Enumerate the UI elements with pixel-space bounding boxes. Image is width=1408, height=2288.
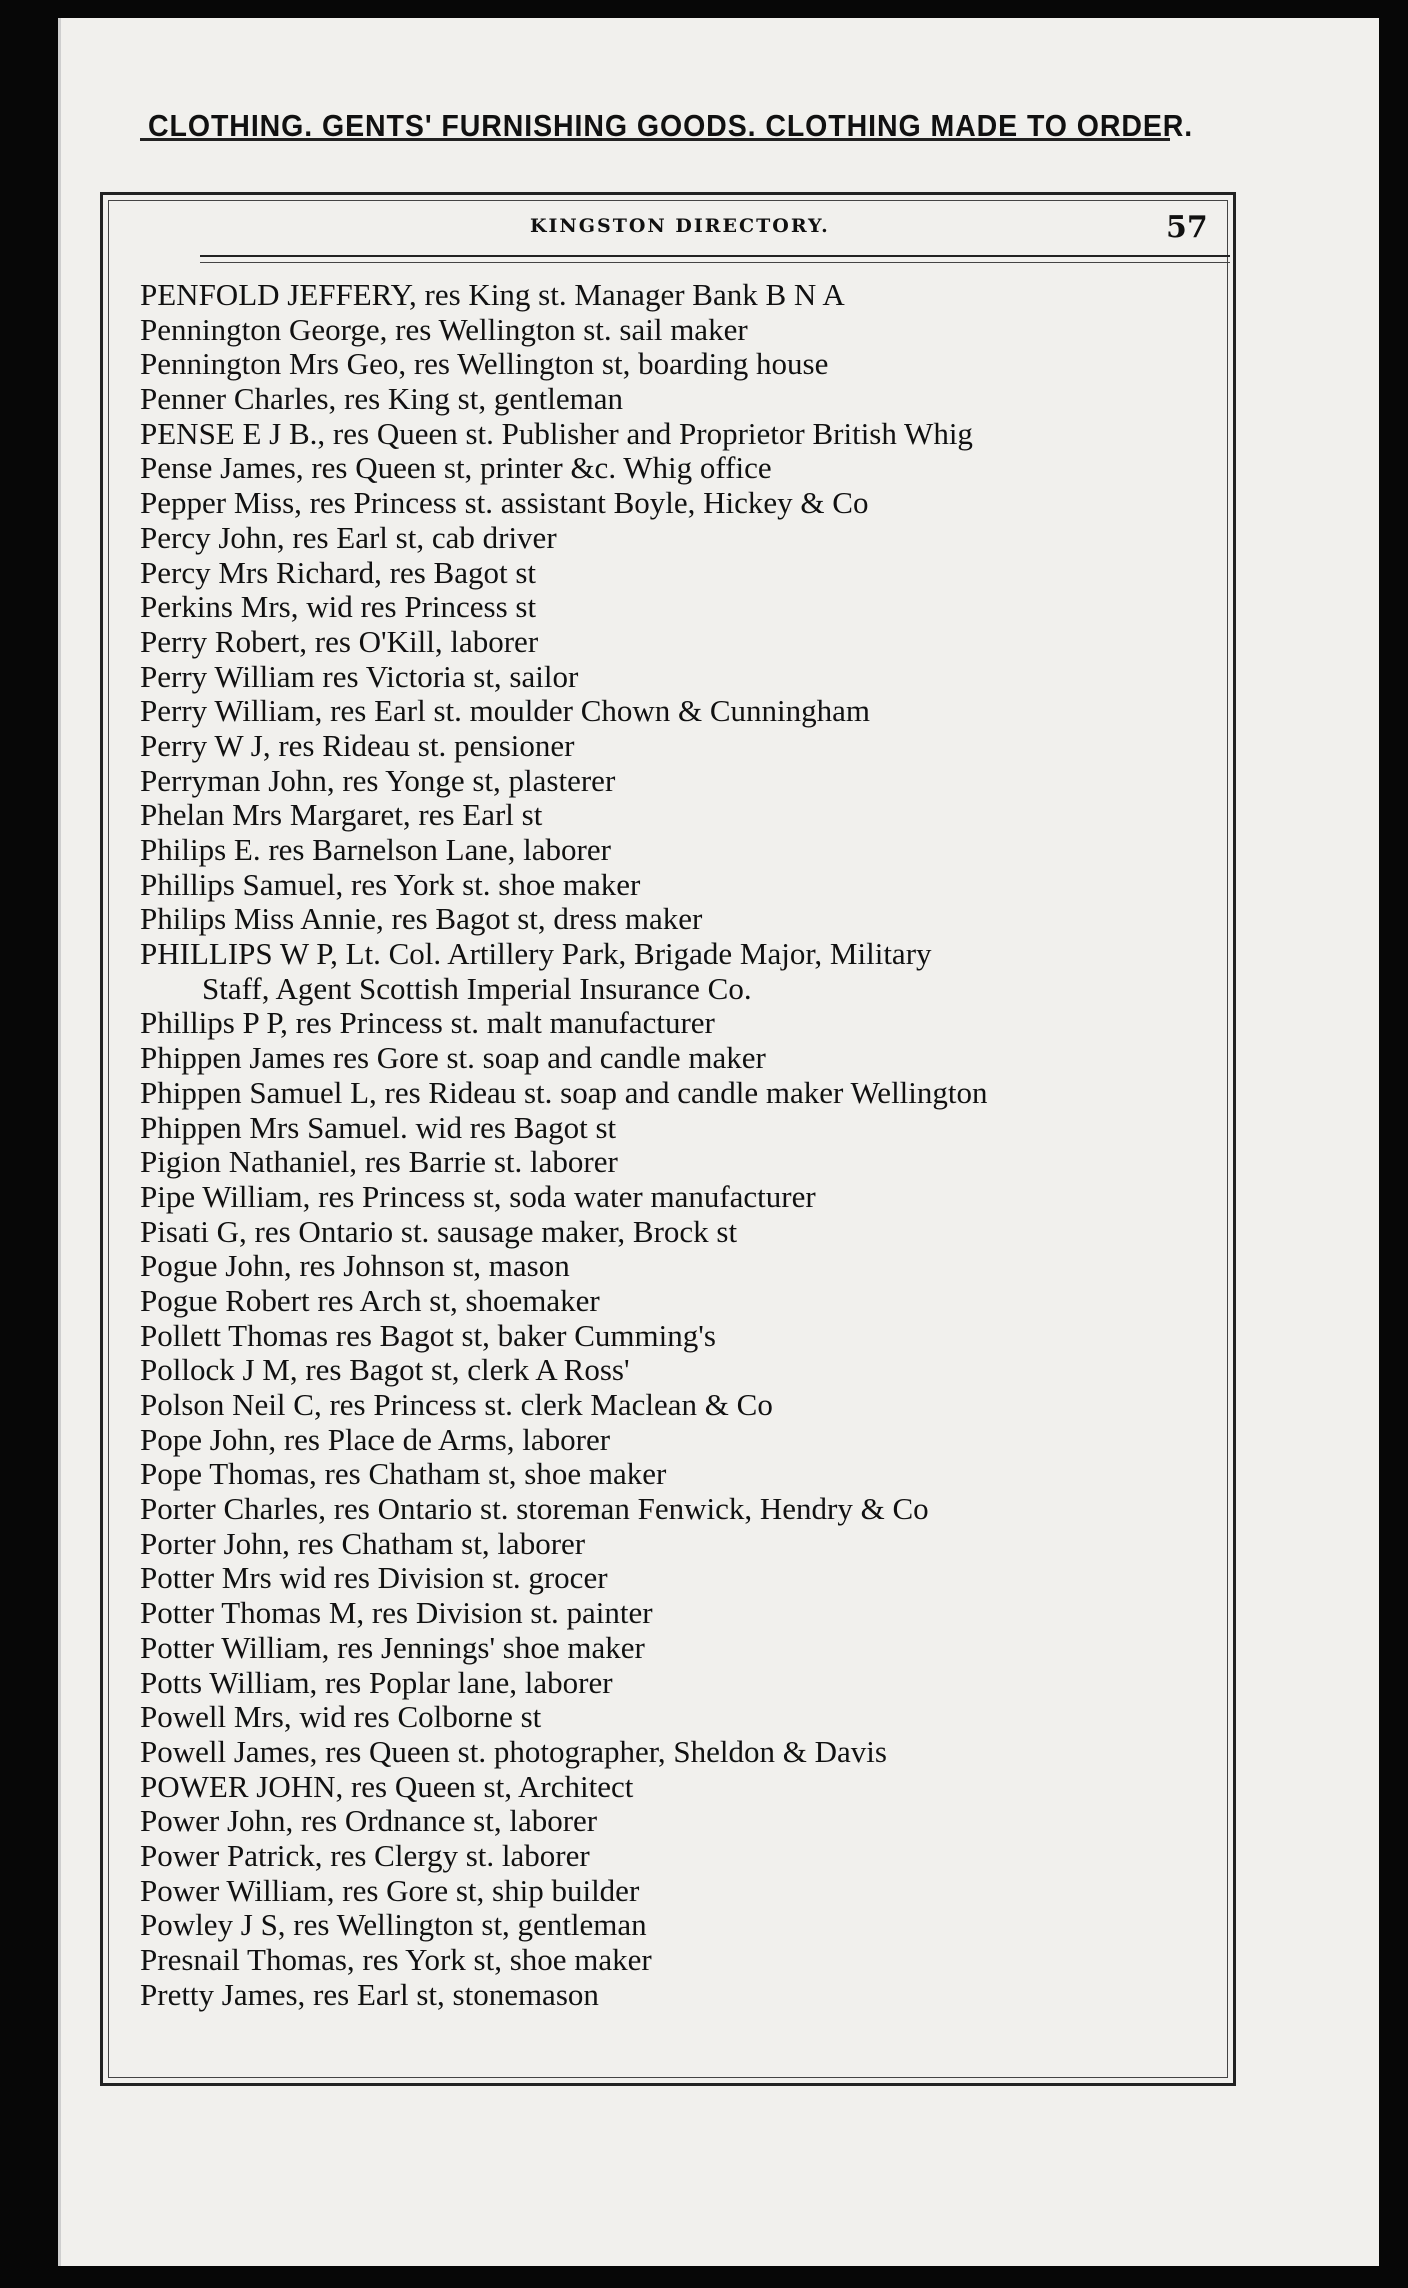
directory-entry: Perry William res Victoria st, sailor (140, 658, 579, 694)
directory-entry: Powell James, res Queen st. photographer, Sheldon & Davis (140, 1733, 887, 1769)
directory-entry: Perry W J, res Rideau st. pensioner (140, 727, 575, 763)
directory-entry: Pogue John, res Johnson st, mason (140, 1248, 570, 1284)
directory-entry: Potter William, res Jennings' shoe maker (140, 1629, 645, 1665)
running-head: KINGSTON DIRECTORY. (530, 215, 830, 237)
directory-entry: Perkins Mrs, wid res Princess st (140, 589, 537, 625)
directory-entry: PENFOLD JEFFERY, res King st. Manager Bank B N A (140, 277, 845, 312)
directory-entry: Potter Thomas M, res Division st. painter (140, 1595, 653, 1631)
directory-entry: Pigion Nathaniel, res Barrie st. laborer (140, 1144, 618, 1180)
directory-entry: Pense James, res Queen st, printer &c. Whig office (140, 450, 772, 486)
directory-entry: Philips Miss Annie, res Bagot st, dress maker (140, 901, 703, 937)
directory-entry: Pope Thomas, res Chatham st, shoe maker (140, 1456, 667, 1492)
advertising-banner: CLOTHING. GENTS' FURNISHING GOODS. CLOTHING MADE TO ORDER. (148, 108, 1194, 143)
directory-entry: Phillips Samuel, res York st. shoe maker (140, 866, 641, 902)
directory-entry: Philips E. res Barnelson Lane, laborer (140, 832, 611, 867)
header-rule (200, 255, 1230, 257)
directory-entry: Phillips P P, res Princess st. malt manufacturer (140, 1005, 715, 1041)
directory-entry: Perry Robert, res O'Kill, laborer (140, 623, 539, 659)
directory-entry: Phippen James res Gore st. soap and candle maker (140, 1040, 766, 1076)
directory-entry: Power John, res Ordnance st, laborer (140, 1803, 598, 1839)
directory-entry: Powley J S, res Wellington st, gentleman (140, 1907, 647, 1943)
directory-entry: PENSE E J B., res Queen st. Publisher and Proprietor British Whig (140, 415, 973, 451)
directory-entry: Pipe William, res Princess st, soda water manufacturer (140, 1178, 816, 1214)
directory-entry: Powell Mrs, wid res Colborne st (140, 1699, 542, 1735)
directory-entry: Perryman John, res Yonge st, plasterer (140, 762, 616, 798)
directory-entry: Power William, res Gore st, ship builder (140, 1872, 640, 1908)
page-number: 57 (1166, 210, 1208, 245)
directory-entry: Pepper Miss, res Princess st. assistant Boyle, Hickey & Co (140, 485, 869, 521)
directory-entry: Power Patrick, res Clergy st. laborer (140, 1837, 590, 1873)
directory-entry: Potts William, res Poplar lane, laborer (140, 1664, 613, 1700)
directory-entry: Pretty James, res Earl st, stonemason (140, 1976, 599, 2012)
banner-rule (140, 138, 1170, 141)
directory-entry: Polson Neil C, res Princess st. clerk Maclean & Co (140, 1387, 773, 1422)
directory-entry: Pisati G, res Ontario st. sausage maker, Brock st (140, 1213, 738, 1249)
header-rule-thin (200, 262, 1230, 263)
directory-entry: Phippen Mrs Samuel. wid res Bagot st (140, 1109, 617, 1145)
directory-entry: Pope John, res Place de Arms, laborer (140, 1421, 611, 1457)
directory-entry: Potter Mrs wid res Division st. grocer (140, 1560, 608, 1596)
directory-entry: Phippen Samuel L, res Rideau st. soap and candle maker Wellington (140, 1074, 988, 1110)
directory-entry: Pollett Thomas res Bagot st, baker Cumming's (140, 1317, 716, 1353)
directory-entry: Pollock J M, res Bagot st, clerk A Ross' (140, 1352, 630, 1388)
directory-entry-continuation: Staff, Agent Scottish Imperial Insurance Co. (202, 970, 752, 1006)
directory-entry: Pogue Robert res Arch st, shoemaker (140, 1282, 600, 1318)
directory-entry: Presnail Thomas, res York st, shoe maker (140, 1942, 652, 1977)
directory-entry: Percy Mrs Richard, res Bagot st (140, 554, 537, 590)
directory-entry: Pennington Mrs Geo, res Wellington st, boarding house (140, 346, 829, 382)
directory-entry: Percy John, res Earl st, cab driver (140, 519, 557, 555)
directory-entry: PHILLIPS W P, Lt. Col. Artillery Park, Brigade Major, Military (140, 936, 932, 972)
directory-entry: Porter John, res Chatham st, laborer (140, 1525, 586, 1561)
directory-entry: Penner Charles, res King st, gentleman (140, 381, 623, 417)
directory-entry: Perry William, res Earl st. moulder Chown & Cunningham (140, 693, 871, 729)
directory-entry: Pennington George, res Wellington st. sail maker (140, 311, 748, 347)
directory-entries (140, 278, 1230, 2012)
directory-entry: Phelan Mrs Margaret, res Earl st (140, 797, 543, 833)
directory-entry: POWER JOHN, res Queen st, Architect (140, 1768, 634, 1804)
directory-entry: Porter Charles, res Ontario st. storeman Fenwick, Hendry & Co (140, 1491, 929, 1527)
